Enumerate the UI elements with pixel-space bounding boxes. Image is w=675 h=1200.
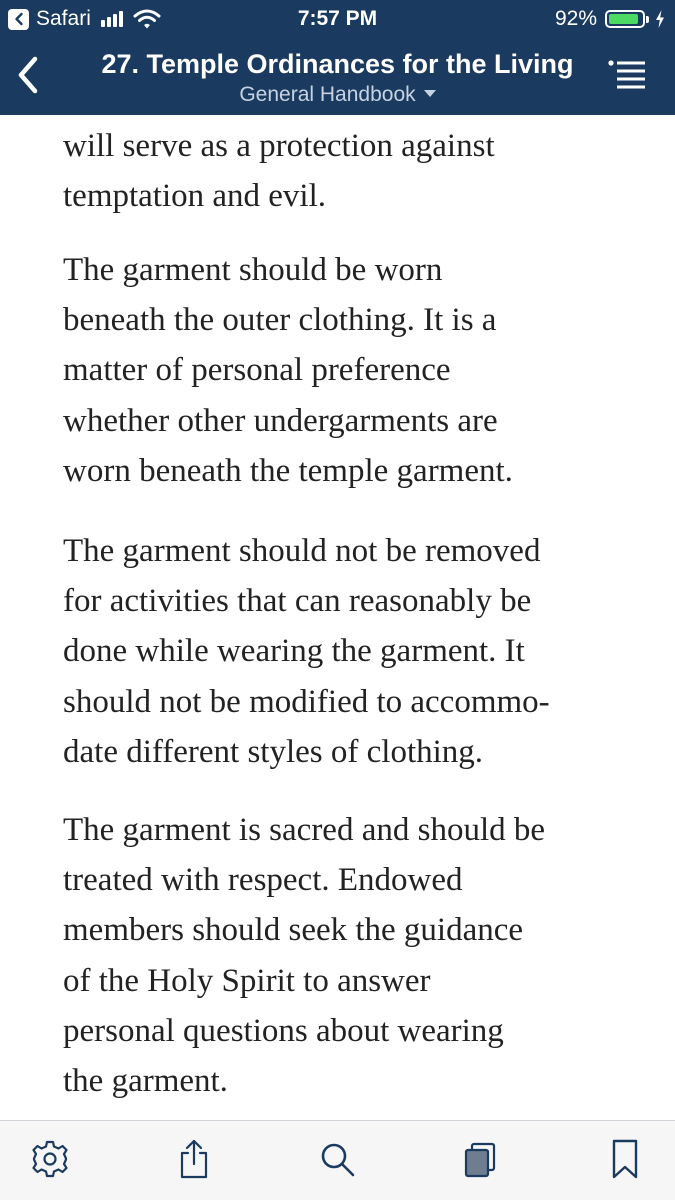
back-to-app-label[interactable]: Safari	[36, 7, 91, 30]
status-bar	[0, 0, 675, 38]
windows-button[interactable]	[458, 1137, 502, 1181]
bottom-toolbar	[0, 1120, 675, 1200]
back-button[interactable]	[10, 52, 46, 98]
status-bar-right	[555, 6, 665, 32]
text-line: The garment should be worn	[63, 252, 443, 288]
text-line: temptation and evil.	[63, 178, 327, 215]
bookmark-button[interactable]	[603, 1137, 647, 1181]
nav-bar	[0, 38, 675, 115]
text-line: done while wearing the garment. It	[63, 633, 525, 670]
text-line: of the Holy Spirit to answer	[63, 962, 431, 999]
charging-bolt-icon	[655, 10, 665, 28]
status-time: 7:57 PM	[297, 7, 378, 30]
text-line: the garment.	[63, 1063, 228, 1100]
battery-icon	[605, 10, 645, 28]
share-icon	[174, 1137, 214, 1181]
book-selector[interactable]	[70, 82, 605, 108]
windows-icon	[460, 1139, 500, 1179]
text-line: date different styles of clothing.	[63, 733, 484, 770]
paragraph	[63, 121, 663, 221]
chapter-content[interactable]	[0, 115, 675, 1120]
battery-nub	[646, 16, 649, 23]
chapter-title: 27. Temple Ordinances for the Living	[101, 49, 574, 79]
battery-percent: 92%	[554, 7, 597, 30]
table-of-contents-icon[interactable]	[607, 55, 647, 95]
paragraph	[63, 245, 663, 496]
header	[0, 0, 675, 115]
text-line: for activities that can reasonably be	[63, 583, 532, 620]
text-line: should not be modified to accommo-	[63, 683, 550, 720]
search-icon	[317, 1139, 357, 1179]
settings-gear-icon	[30, 1139, 70, 1179]
text-line: worn beneath the temple garment.	[63, 452, 513, 489]
chevron-left-icon	[16, 55, 40, 95]
share-button[interactable]	[172, 1137, 216, 1181]
text-line: whether other undergarments are	[63, 402, 498, 439]
bookmark-icon	[607, 1137, 643, 1181]
paragraph	[63, 526, 663, 777]
search-button[interactable]	[315, 1137, 359, 1181]
settings-button[interactable]	[28, 1137, 72, 1181]
chevron-down-icon	[424, 90, 436, 97]
text-line: The garment should not be removed	[63, 533, 541, 569]
book-title: General Handbook	[239, 83, 416, 106]
nav-titles[interactable]	[70, 46, 605, 108]
text-line: treated with respect. Endowed	[63, 862, 463, 899]
text-line: matter of personal preference	[63, 352, 451, 389]
text-line: personal questions about wearing	[63, 1012, 504, 1049]
text-line: members should seek the guidance	[63, 912, 524, 949]
paragraph	[63, 805, 663, 1106]
battery-level-fill	[609, 14, 638, 24]
text-line: beneath the outer clothing. It is a	[63, 302, 497, 339]
text-line: will serve as a protection against	[63, 128, 495, 164]
text-line: The garment is sacred and should be	[63, 812, 546, 848]
